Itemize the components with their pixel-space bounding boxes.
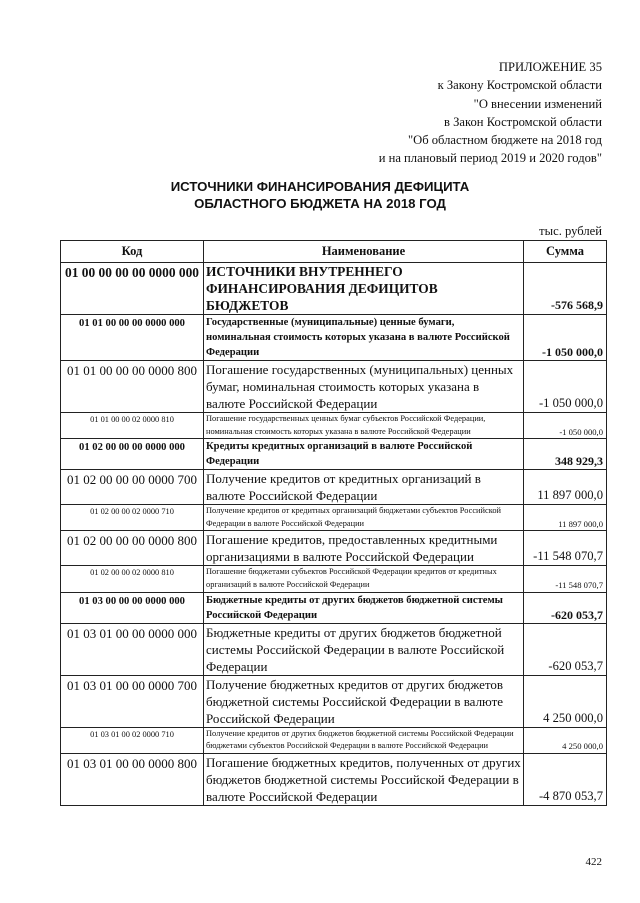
title-line-1: ИСТОЧНИКИ ФИНАНСИРОВАНИЯ ДЕФИЦИТА [170, 179, 470, 194]
table-body [61, 263, 607, 806]
sum-cell: -1 050 000,0 [524, 413, 607, 439]
document-title [0, 178, 640, 212]
code-cell: 01 03 01 00 00 0000 800 [61, 753, 204, 805]
name-cell: Бюджетные кредиты от других бюджетов бюджетной системы Российской Федерации в валюте Российской Федерации [204, 623, 524, 675]
financing-sources-table [60, 240, 607, 806]
column-header-sum: Сумма [524, 241, 607, 263]
name-cell: Получение бюджетных кредитов от других бюджетов бюджетной системы Российской Федерации в валюте Российской Федерации [204, 675, 524, 727]
appendix-line: "Об областном бюджете на 2018 год [407, 133, 602, 148]
sum-cell: -576 568,9 [524, 263, 607, 315]
code-cell: 01 02 00 00 02 0000 810 [61, 566, 204, 592]
name-cell: Получение кредитов от кредитных организаций в валюте Российской Федерации [204, 470, 524, 505]
code-cell: 01 02 00 00 00 0000 000 [61, 439, 204, 470]
name-cell: ИСТОЧНИКИ ВНУТРЕННЕГО ФИНАНСИРОВАНИЯ ДЕФИЦИТОВ БЮДЖЕТОВ [204, 263, 524, 315]
code-cell: 01 03 01 00 00 0000 000 [61, 623, 204, 675]
name-cell: Получение кредитов от кредитных организаций бюджетами субъектов Российской Федерации в валюте Российской Федерации [204, 505, 524, 531]
sum-cell: 4 250 000,0 [524, 675, 607, 727]
sum-cell: -4 870 053,7 [524, 753, 607, 805]
code-cell: 01 03 01 00 00 0000 700 [61, 675, 204, 727]
table-row [61, 675, 607, 727]
appendix-line: в Закон Костромской области [444, 114, 602, 129]
code-cell: 01 02 00 00 02 0000 710 [61, 505, 204, 531]
appendix-header [302, 58, 602, 168]
name-cell: Государственные (муниципальные) ценные бумаги, номинальная стоимость которых указана в валюте Российской Федерации [204, 315, 524, 361]
sum-cell: -1 050 000,0 [524, 361, 607, 413]
code-cell: 01 01 00 00 00 0000 800 [61, 361, 204, 413]
table-row [61, 263, 607, 315]
appendix-line: ПРИЛОЖЕНИЕ 35 [498, 60, 602, 74]
code-cell: 01 01 00 00 02 0000 810 [61, 413, 204, 439]
sum-cell: -1 050 000,0 [524, 315, 607, 361]
code-cell: 01 02 00 00 00 0000 800 [61, 531, 204, 566]
sum-cell: -620 053,7 [524, 623, 607, 675]
code-cell: 01 00 00 00 00 0000 000 [61, 263, 204, 315]
name-cell: Бюджетные кредиты от других бюджетов бюджетной системы Российской Федерации [204, 592, 524, 623]
title-line-2: ОБЛАСТНОГО БЮДЖЕТА НА 2018 ГОД [194, 196, 446, 211]
table-row [61, 753, 607, 805]
page-number: 422 [585, 856, 602, 868]
table-row [61, 531, 607, 566]
table-header-row [61, 241, 607, 263]
name-cell: Получение кредитов от других бюджетов бюджетной системы Российской Федерации бюджетами субъектов Российской Федерации в валюте Российской Федерации [204, 727, 524, 753]
name-cell: Погашение бюджетных кредитов, полученных от других бюджетов бюджетной системы Российской Федерации в валюте Российской Федерации [204, 753, 524, 805]
name-cell: Погашение государственных ценных бумаг субъектов Российской Федерации, номинальная стоимость которых указана в валюте Российской Федерации [204, 413, 524, 439]
code-cell: 01 02 00 00 00 0000 700 [61, 470, 204, 505]
code-cell: 01 03 01 00 02 0000 710 [61, 727, 204, 753]
sum-cell: 11 897 000,0 [524, 505, 607, 531]
unit-label: тыс. рублей [539, 224, 602, 238]
sum-cell: 348 929,3 [524, 439, 607, 470]
appendix-line: "О внесении изменений [473, 96, 602, 111]
table-row [61, 623, 607, 675]
sum-cell: -620 053,7 [524, 592, 607, 623]
sum-cell: -11 548 070,7 [524, 566, 607, 592]
column-header-code: Код [61, 241, 204, 263]
appendix-line: и на плановый период 2019 и 2020 годов" [378, 151, 602, 166]
name-cell: Кредиты кредитных организаций в валюте Российской Федерации [204, 439, 524, 470]
table-row [61, 470, 607, 505]
column-header-name: Наименование [204, 241, 524, 263]
name-cell: Погашение государственных (муниципальных) ценных бумаг, номинальная стоимость которых указана в валюте Российской Федерации [204, 361, 524, 413]
name-cell: Погашение кредитов, предоставленных кредитными организациями в валюте Российской Федерации [204, 531, 524, 566]
code-cell: 01 03 00 00 00 0000 000 [61, 592, 204, 623]
name-cell: Погашение бюджетами субъектов Российской Федерации кредитов от кредитных организаций в валюте Российской Федерации [204, 566, 524, 592]
table-row [61, 439, 607, 470]
table-row [61, 592, 607, 623]
table-row [61, 505, 607, 531]
table-row [61, 361, 607, 413]
table-row [61, 413, 607, 439]
code-cell: 01 01 00 00 00 0000 000 [61, 315, 204, 361]
sum-cell: -11 548 070,7 [524, 531, 607, 566]
table-row [61, 315, 607, 361]
sum-cell: 4 250 000,0 [524, 727, 607, 753]
table-row [61, 566, 607, 592]
sum-cell: 11 897 000,0 [524, 470, 607, 505]
appendix-line: к Закону Костромской области [437, 78, 602, 93]
table-row [61, 727, 607, 753]
